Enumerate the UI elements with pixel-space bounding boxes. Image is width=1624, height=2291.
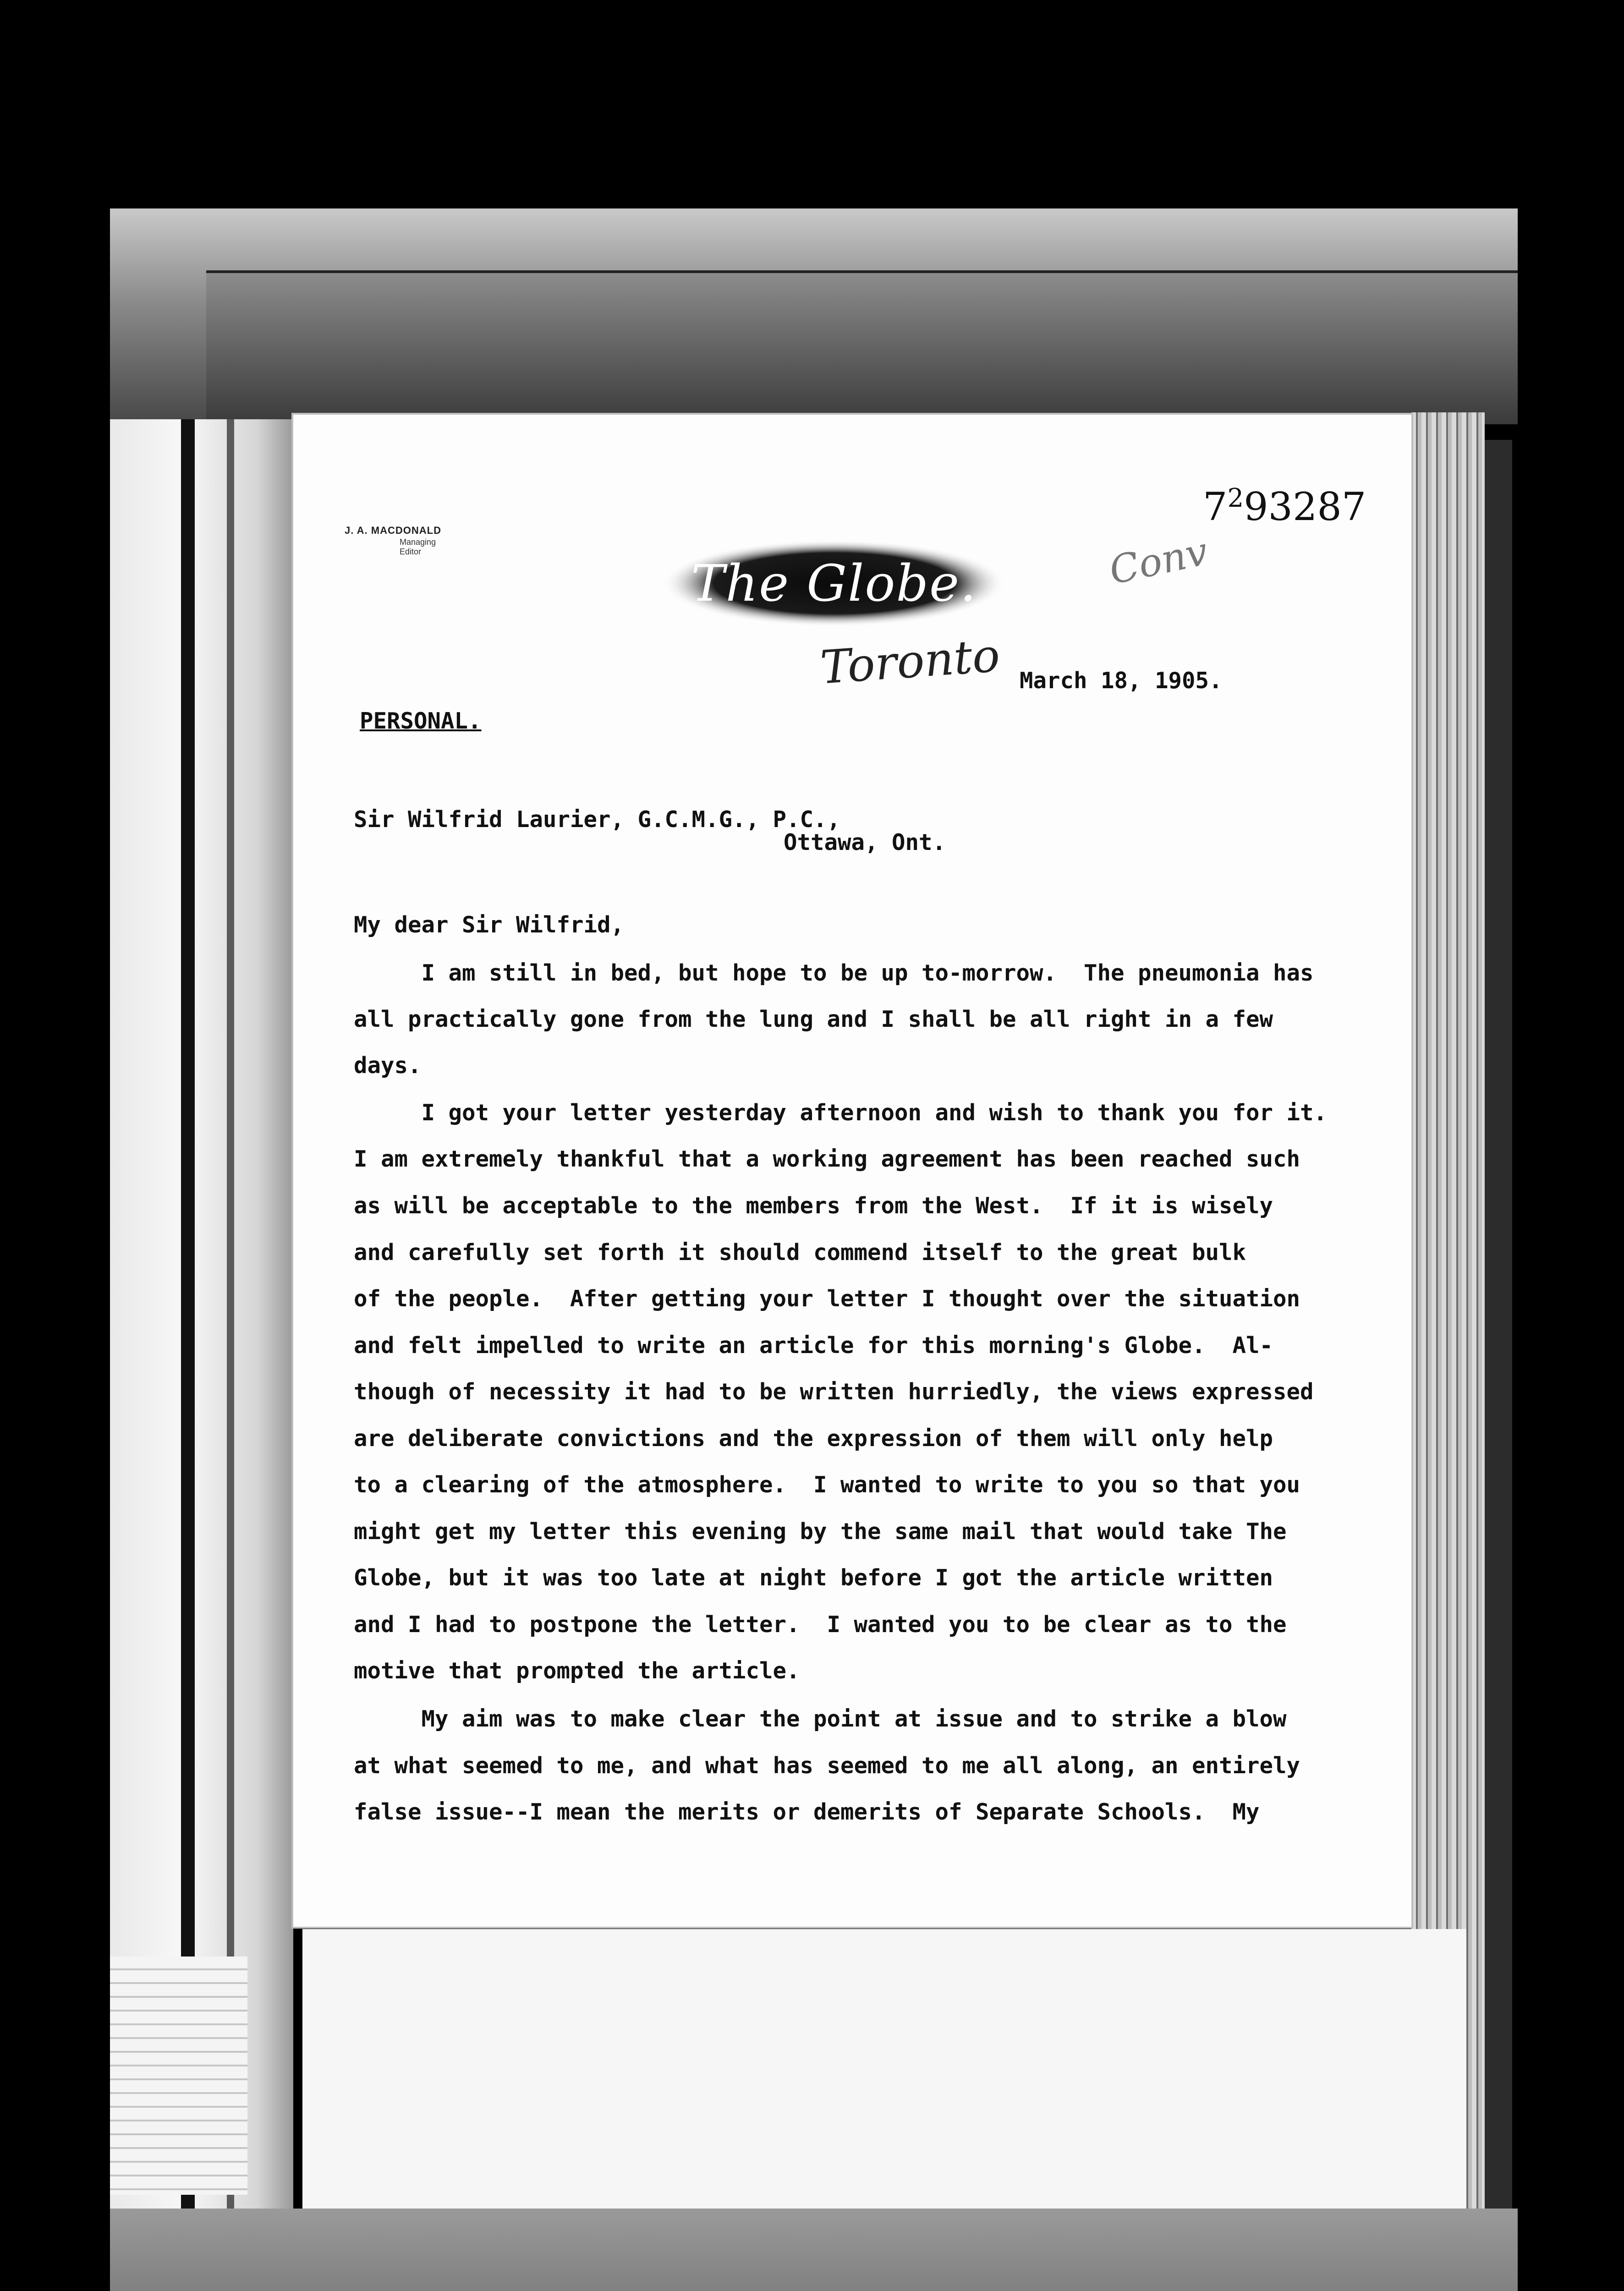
body-line: My aim was to make clear the point at issue and to strike a blow [354, 1706, 1287, 1732]
body-line: motive that prompted the article. [354, 1658, 800, 1684]
personal-marking: PERSONAL. [360, 708, 482, 734]
right-stack-shadow [1485, 440, 1512, 2227]
body-line: might get my letter this evening by the same mail that would take The [354, 1518, 1287, 1545]
body-line: as will be acceptable to the members from the West. If it is wisely [354, 1193, 1273, 1219]
body-line: and felt impelled to write an article for this morning's Globe. Al- [354, 1332, 1273, 1359]
body-line: false issue--I mean the merits or demerits of Separate Schools. My [354, 1799, 1260, 1825]
backing-board [206, 270, 1518, 424]
body-line: are deliberate convictions and the expression of them will only help [354, 1425, 1273, 1452]
body-line: to a clearing of the atmosphere. I wanted to write to you so that you [354, 1472, 1300, 1498]
globe-masthead [660, 537, 1008, 629]
body-line: I got your letter yesterday afternoon and wish to thank you for it. [354, 1100, 1328, 1126]
managing-editor-title: Managing Editor [400, 537, 436, 556]
recipient-name: Sir Wilfrid Laurier, G.C.M.G., P.C., [354, 806, 841, 833]
body-line: of the people. After getting your letter I thought over the situation [354, 1286, 1300, 1312]
left-paper-edges [110, 1957, 247, 2195]
handwritten-note: Conv [1105, 528, 1212, 593]
body-line: at what seemed to me, and what has seemed to me all along, an entirely [354, 1753, 1300, 1779]
body-line: Globe, but it was too late at night before I got the article written [354, 1565, 1273, 1591]
masthead-title: The Globe. [691, 554, 977, 613]
letter-date: March 18, 1905. [1020, 668, 1223, 694]
letterhead-city: Toronto [818, 628, 1002, 695]
managing-editor-mark [345, 521, 455, 556]
body-line: all practically gone from the lung and I shall be all right in a few [354, 1006, 1273, 1032]
body-line: I am still in bed, but hope to be up to-morrow. The pneumonia has [354, 960, 1314, 986]
letter-page [293, 415, 1411, 1927]
body-line: and I had to postpone the letter. I wanted you to be clear as to the [354, 1611, 1287, 1638]
recipient-location: Ottawa, Ont. [784, 829, 946, 855]
body-line: I am extremely thankful that a working agreement has been reached such [354, 1146, 1300, 1172]
archive-number: $7^293287$ [1203, 483, 1366, 529]
body-line: though of necessity it had to be written hurriedly, the views expressed [354, 1379, 1314, 1405]
salutation: My dear Sir Wilfrid, [354, 912, 625, 938]
body-line: and carefully set forth it should commend itself to the great bulk [354, 1239, 1246, 1266]
body-line: days. [354, 1052, 422, 1079]
bottom-backing [110, 2209, 1518, 2291]
managing-editor-name: J. A. MACDONALD [345, 525, 441, 536]
